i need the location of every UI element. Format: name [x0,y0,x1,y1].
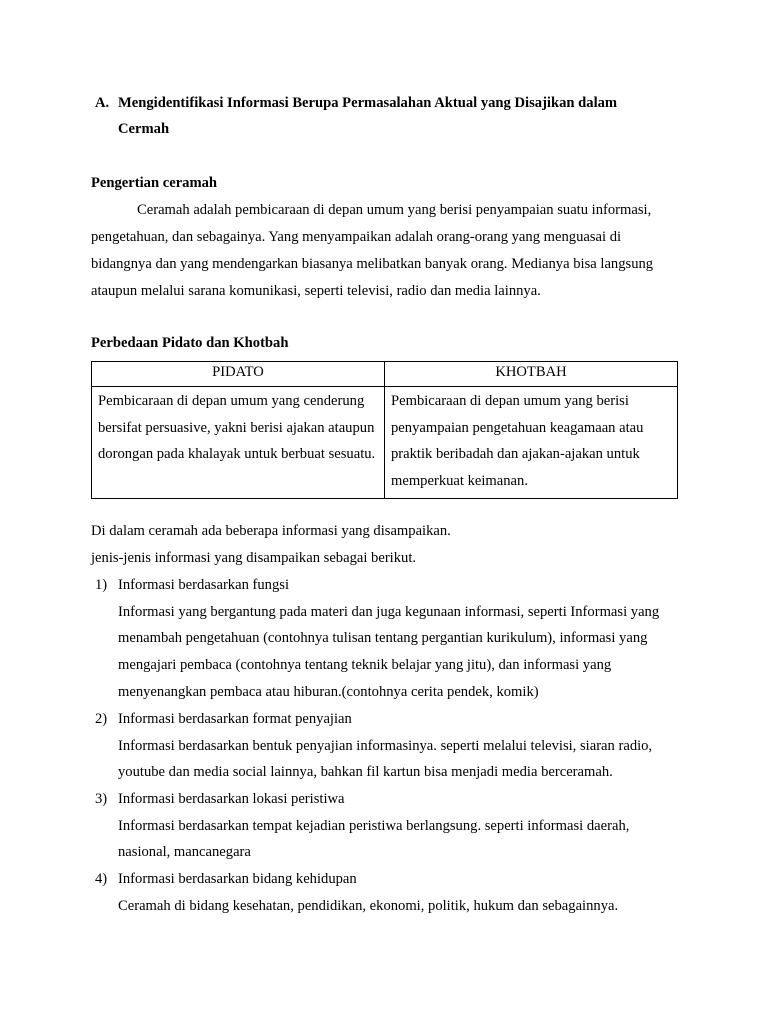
list-item-line: Ceramah di bidang kesehatan, pendidikan, ekonomi, politik, hukum dan sebagainnya. [118,898,619,914]
list-item-line: nasional, mancanegara [118,844,251,860]
list-item-title: Informasi berdasarkan fungsi [118,577,290,593]
pengertian-line-4: ataupun melalui sarana komunikasi, seperti televisi, radio dan media lainnya. [91,283,541,299]
list-item-title: Informasi berdasarkan lokasi peristiwa [118,791,345,807]
list-item-line: menambah pengetahuan (contohnya tulisan tentang pergantian kurikulum), informasi yang [118,630,648,646]
perbedaan-heading: Perbedaan Pidato dan Khotbah [91,335,289,351]
list-item-line: youtube dan media social lainnya, bahkan fil kartun bisa menjadi media berceramah. [118,764,613,780]
section-marker: A. [95,95,110,111]
list-item-title: Informasi berdasarkan bidang kehidupan [118,871,357,887]
list-item-line: Informasi berdasarkan bentuk penyajian informasinya. seperti melalui televisi, siaran radio, [118,738,653,754]
list-item-line: Informasi berdasarkan tempat kejadian peristiwa berlangsung. seperti informasi daerah, [118,818,630,834]
pengertian-line-3: bidangnya dan yang mendengarkan biasanya melibatkan banyak orang. Medianya bisa langsung [91,256,654,272]
table-header-pidato: PIDATO [92,362,385,387]
table-header-khotbah: KHOTBAH [385,362,678,387]
list-item-line: mengajari pembaca (contohnya tentang teknik belajar yang jitu), dan informasi yang [118,657,612,673]
pengertian-line-2: pengetahuan, dan sebagainya. Yang menyampaikan adalah orang-orang yang menguasai di [91,229,622,245]
section-title-line-2: Cermah [118,121,170,137]
list-item-title: Informasi berdasarkan format penyajian [118,711,352,727]
list-item-line: Informasi yang bergantung pada materi dan juga kegunaan informasi, seperti Informasi yang [118,604,660,620]
list-item-number: 1) [95,577,108,593]
comparison-table [91,361,678,499]
table-row [92,387,678,499]
pengertian-heading: Pengertian ceramah [91,175,218,191]
table-cell-pidato: Pembicaraan di depan umum yang cenderung bersifat persuasive, yakni berisi ajakan ataupun dorongan pada khalayak untuk berbuat sesuatu. [92,387,385,499]
list-item-number: 2) [95,711,108,727]
list-item-number: 4) [95,871,108,887]
table-header-row [92,362,678,387]
list-item-number: 3) [95,791,108,807]
informasi-intro-2: jenis-jenis informasi yang disampaikan sebagai berikut. [91,550,417,566]
pengertian-line-1: Ceramah adalah pembicaraan di depan umum yang berisi penyampaian suatu informasi, [137,202,652,218]
table-cell-khotbah: Pembicaraan di depan umum yang berisi penyampaian pengetahuan keagamaan atau praktik beribadah dan ajakan-ajakan untuk memperkuat keimanan. [385,387,678,499]
list-item-line: menyenangkan pembaca atau hiburan.(contohnya cerita pendek, komik) [118,684,539,700]
informasi-intro-1: Di dalam ceramah ada beberapa informasi yang disampaikan. [91,523,451,539]
section-title-line-1: Mengidentifikasi Informasi Berupa Permasalahan Aktual yang Disajikan dalam [118,95,618,111]
